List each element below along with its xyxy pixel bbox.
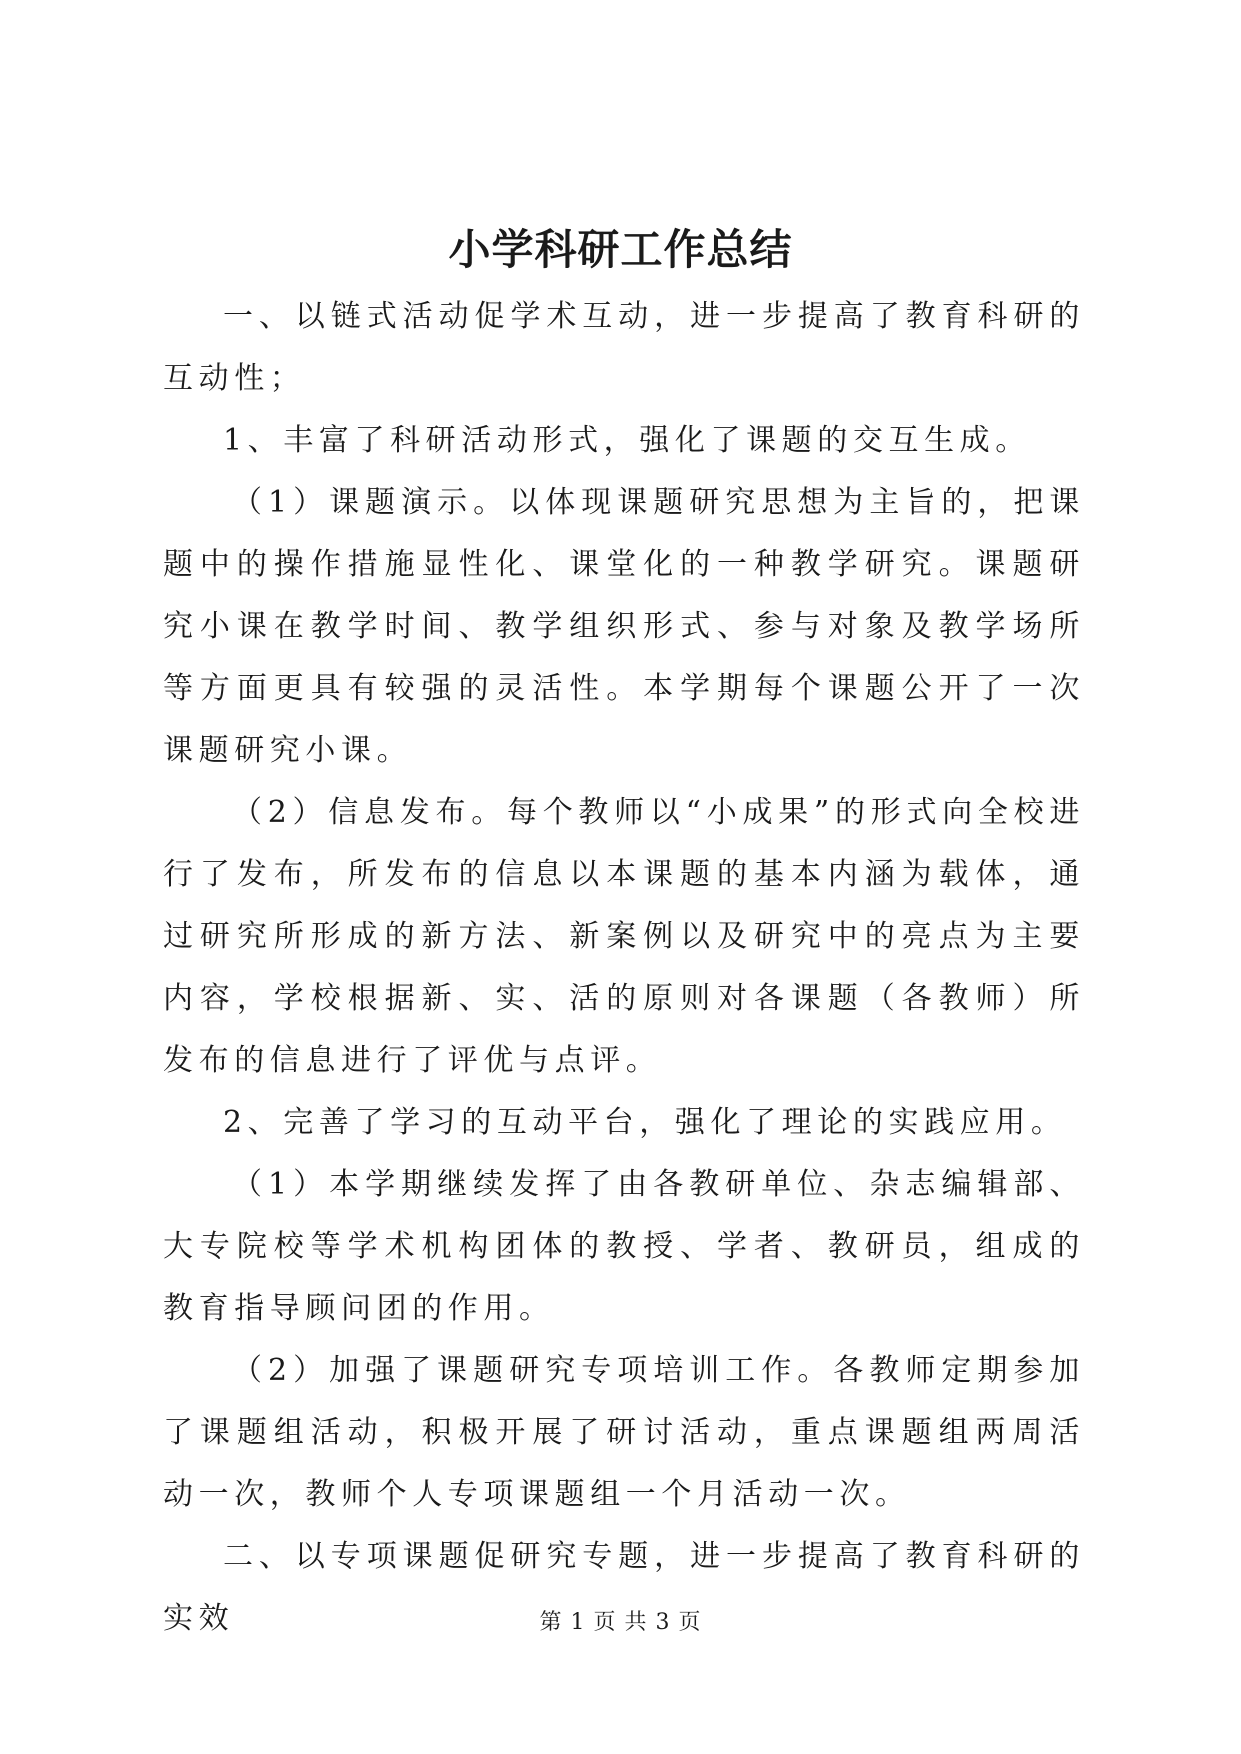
- paragraph-item-2-2: （2）加强了课题研究专项培训工作。各教师定期参加了课题组活动，积极开展了研讨活动，重点课题组两周活动一次，教师个人专项课题组一个月活动一次。: [163, 1353, 1085, 1512]
- paragraph-item-1-2: （2）信息发布。每个教师以“小成果”的形式向全校进行了发布，所发布的信息以本课题的基本内涵为载体，通过研究所形成的新方法、新案例以及研究中的亮点为主要内容，学校根据新、实、活的原则对各课题（各教师）所发布的信息进行了评优与点评。: [163, 795, 1085, 1078]
- paragraph-section-2-heading: 二、以专项课题促研究专题，进一步提高了教育科研的实效: [163, 1539, 1085, 1636]
- document-title: 小学科研工作总结: [448, 225, 793, 274]
- document-body: [163, 286, 1085, 1650]
- page-number-footer: 第 1 页 共 3 页: [539, 1610, 702, 1635]
- paragraph-section-1-heading: 一、以链式活动促学术互动，进一步提高了教育科研的互动性；: [163, 299, 1085, 396]
- paragraph-item-2-1: （1）本学期继续发挥了由各教研单位、杂志编辑部、大专院校等学术机构团体的教授、学者、教研员，组成的教育指导顾问团的作用。: [163, 1167, 1085, 1326]
- paragraph-item-1: 1、丰富了科研活动形式，强化了课题的交互生成。: [223, 423, 1031, 458]
- paragraph-item-1-1: （1）课题演示。以体现课题研究思想为主旨的，把课题中的操作措施显性化、课堂化的一种教学研究。课题研究小课在教学时间、教学组织形式、参与对象及教学场所等方面更具有较强的灵活性。本学期每个课题公开了一次课题研究小课。: [163, 485, 1085, 768]
- paragraph-item-2: 2、完善了学习的互动平台，强化了理论的实践应用。: [223, 1105, 1067, 1140]
